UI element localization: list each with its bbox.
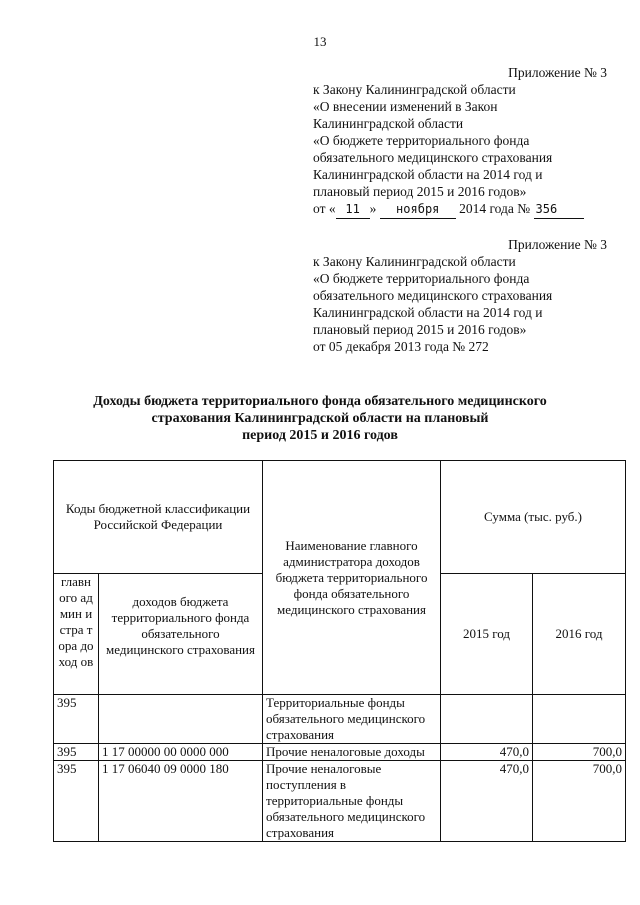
- appendix-title: Приложение № 3: [508, 237, 607, 252]
- name-cell: Прочие неналоговые поступления в территориальные фонды обязательного медицинского страхования: [263, 761, 441, 842]
- income-code-cell: 1 17 06040 09 0000 180: [99, 761, 263, 842]
- appendix-line: к Закону Калининградской области: [313, 254, 516, 269]
- name-header: Наименование главного администратора доходов бюджета территориального фонда обязательного медицинского страхования: [263, 461, 441, 695]
- date-year: 2014 года №: [459, 201, 531, 216]
- appendix-line: Калининградской области на 2014 год и: [313, 167, 543, 182]
- handwritten-month: ноября: [380, 201, 456, 219]
- appendix-line: «О внесении изменений в Закон: [313, 99, 498, 114]
- appendix-line: плановый период 2015 и 2016 годов»: [313, 322, 527, 337]
- income-code-cell: [99, 695, 263, 744]
- appendix-line: обязательного медицинского страхования: [313, 288, 553, 303]
- appendix-date-line: [313, 200, 613, 219]
- admin-code-cell: 395: [54, 761, 99, 842]
- sum-header: Сумма (тыс. руб.): [441, 461, 626, 574]
- date-quote: »: [369, 201, 377, 216]
- table-row: [54, 744, 626, 761]
- handwritten-number: 356: [534, 201, 584, 219]
- admin-code-cell: 395: [54, 695, 99, 744]
- document-title: [40, 393, 600, 444]
- appendix-line: «О бюджете территориального фонда: [313, 133, 530, 148]
- name-cell: Территориальные фонды обязательного медицинского страхования: [263, 695, 441, 744]
- income-code-header: доходов бюджета территориального фонда обязательного медицинского страхования: [99, 574, 263, 695]
- appendix-original: [313, 236, 613, 355]
- appendix-line: Калининградской области: [313, 116, 464, 131]
- title-line: период 2015 и 2016 годов: [242, 428, 398, 443]
- appendix-title: Приложение № 3: [508, 65, 607, 80]
- income-table: [53, 460, 626, 842]
- income-code-cell: 1 17 00000 00 0000 000: [99, 744, 263, 761]
- date-prefix: от «: [313, 201, 336, 216]
- appendix-line: обязательного медицинского страхования: [313, 150, 553, 165]
- year-2016-header: 2016 год: [533, 574, 626, 695]
- appendix-line: плановый период 2015 и 2016 годов»: [313, 184, 527, 199]
- title-line: Доходы бюджета территориального фонда обязательного медицинского: [93, 394, 547, 409]
- page-number: 13: [313, 34, 327, 49]
- amount-2015-cell: 470,0: [441, 744, 533, 761]
- admin-code-cell: 395: [54, 744, 99, 761]
- appendix-amendment: [313, 64, 613, 219]
- amount-2016-cell: [533, 695, 626, 744]
- title-line: страхования Калининградской области на плановый: [151, 411, 489, 426]
- amount-2015-cell: [441, 695, 533, 744]
- admin-code-header: главн ого админ истра тора доход ов: [54, 574, 99, 695]
- handwritten-day: 11: [336, 201, 370, 219]
- codes-header: Коды бюджетной классификации Российской Федерации: [54, 461, 263, 574]
- amount-2016-cell: 700,0: [533, 761, 626, 842]
- amount-2016-cell: 700,0: [533, 744, 626, 761]
- appendix-line: «О бюджете территориального фонда: [313, 271, 530, 286]
- appendix-line: от 05 декабря 2013 года № 272: [313, 339, 489, 354]
- amount-2015-cell: 470,0: [441, 761, 533, 842]
- appendix-line: к Закону Калининградской области: [313, 82, 516, 97]
- table-row: [54, 695, 626, 744]
- name-cell: Прочие неналоговые доходы: [263, 744, 441, 761]
- appendix-line: Калининградской области на 2014 год и: [313, 305, 543, 320]
- table-row: [54, 761, 626, 842]
- year-2015-header: 2015 год: [441, 574, 533, 695]
